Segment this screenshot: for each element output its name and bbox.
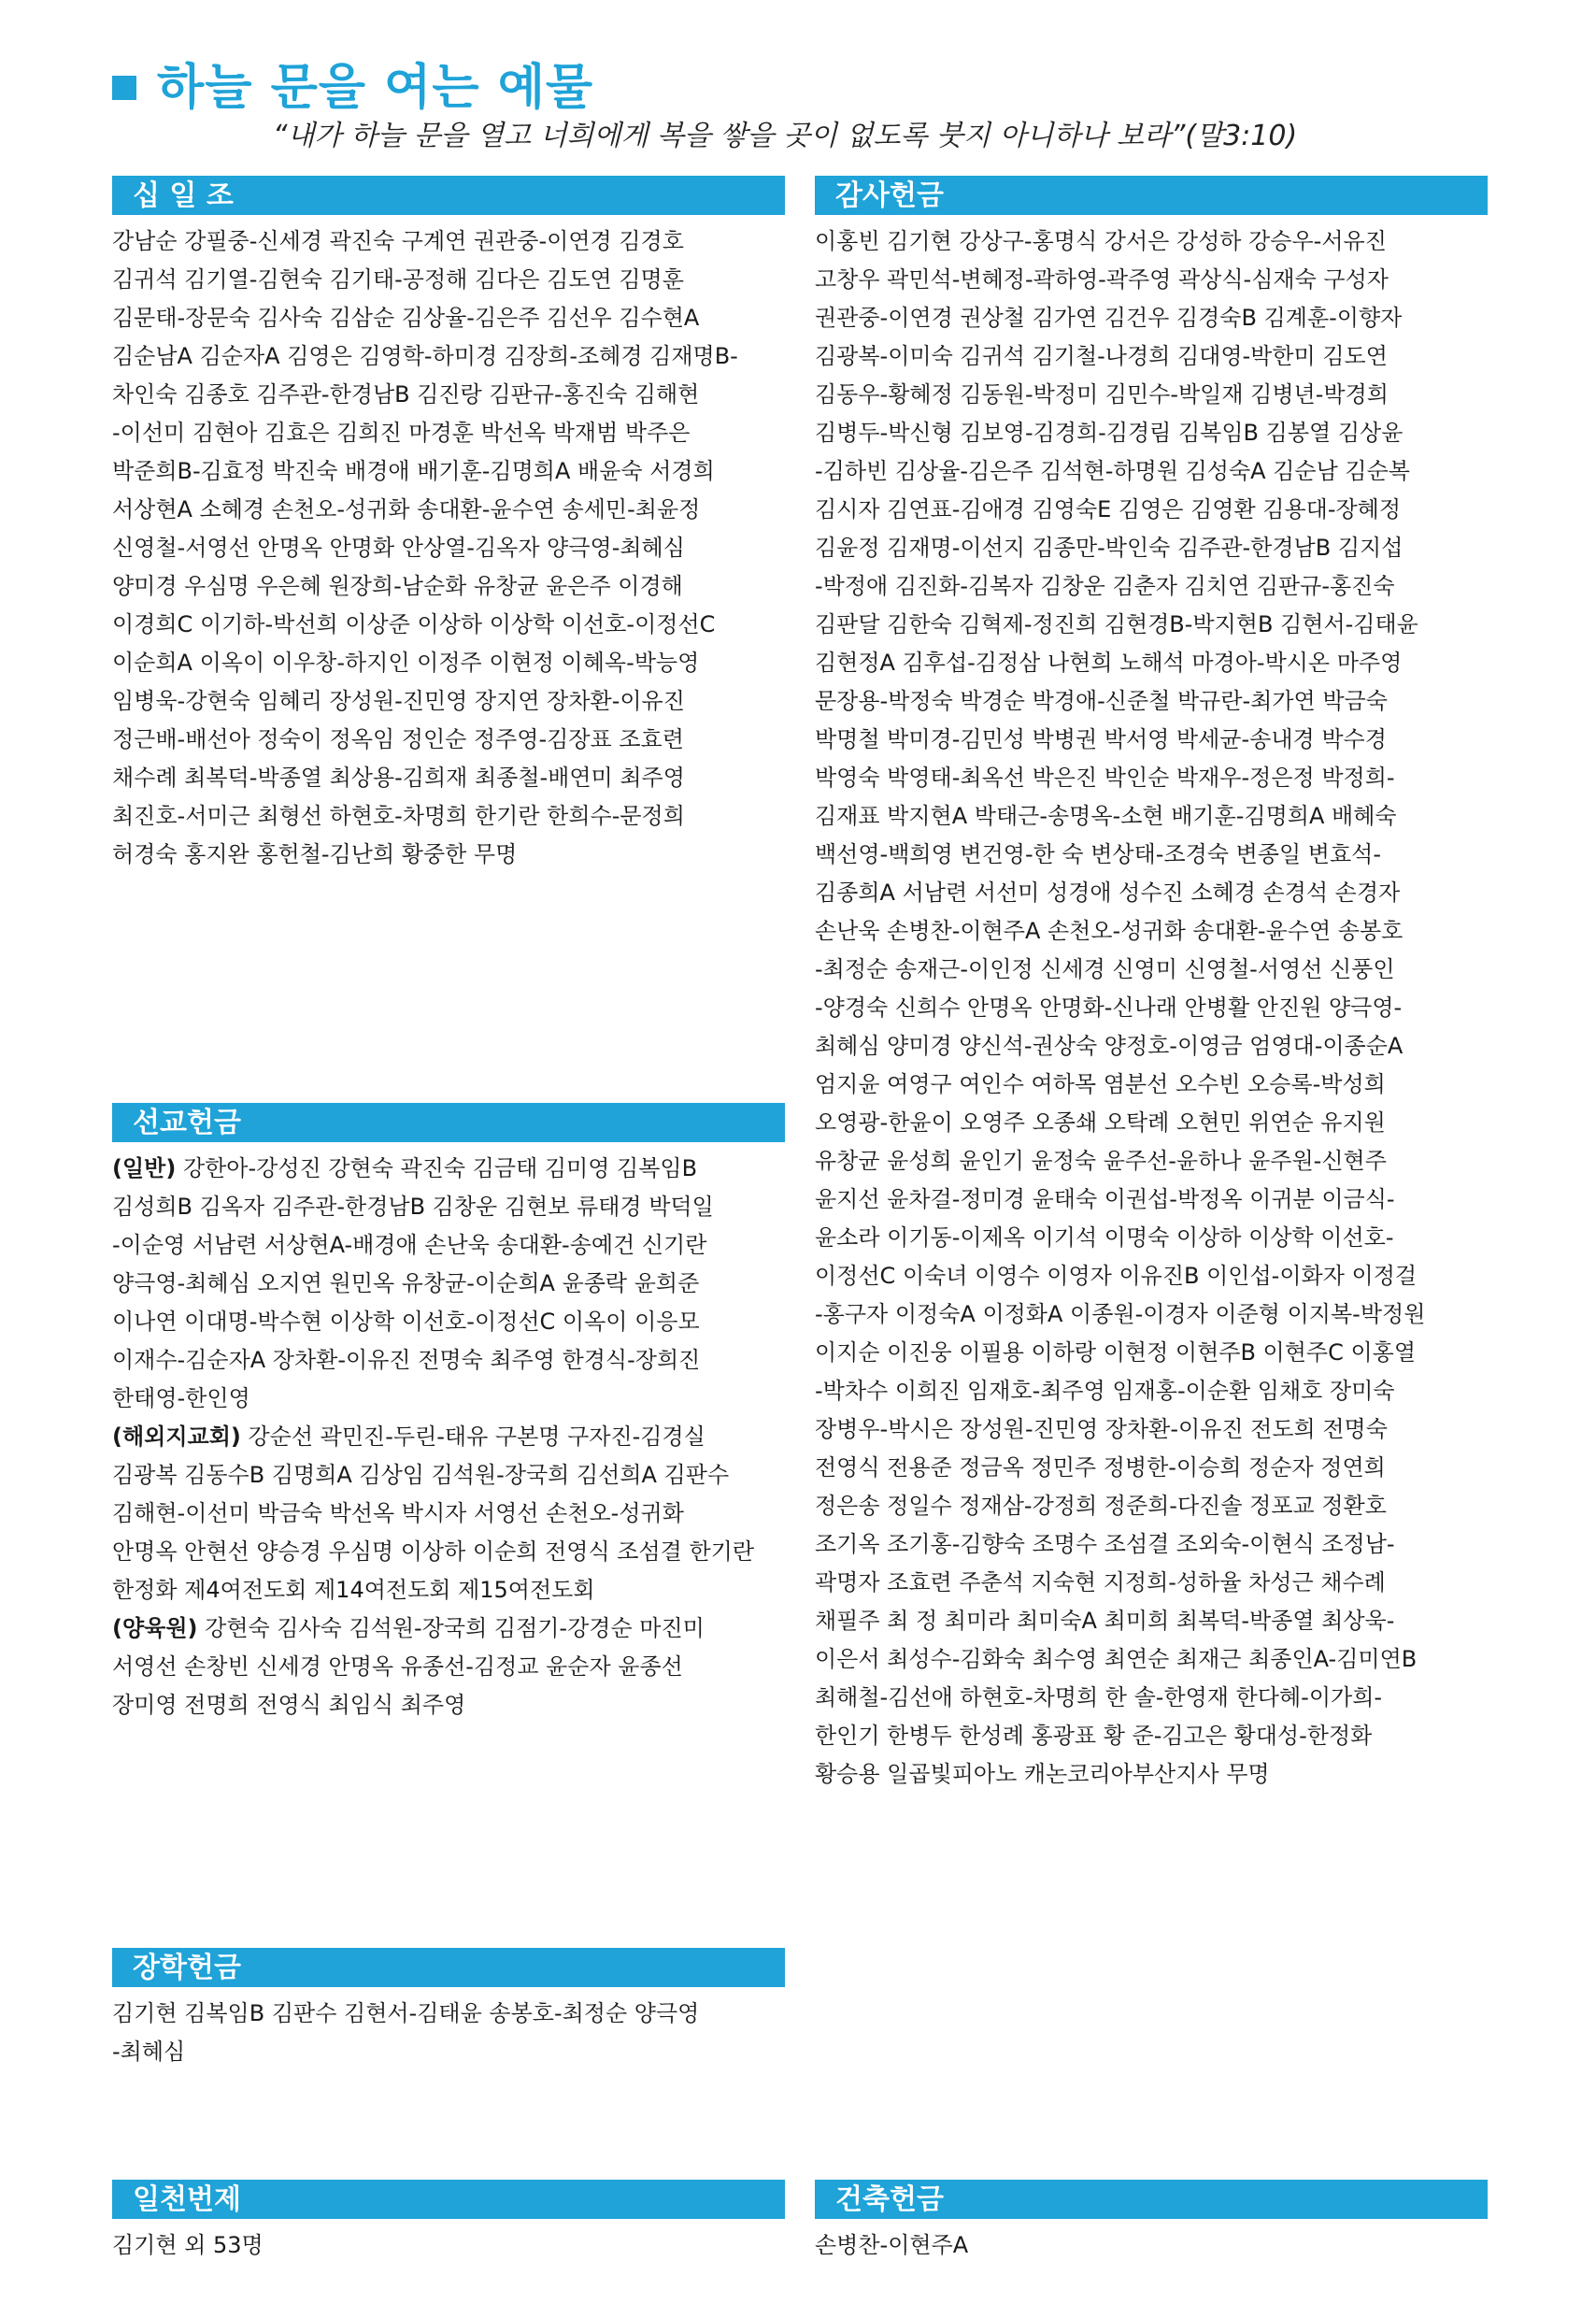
section-body [112,1150,785,1724]
donor-line: 황승용 일곱빛피아노 캐논코리아부산지사 무명 [815,1761,1270,1787]
donor-line: 김해현-이선미 박금숙 박선옥 박시자 서영선 손천오-성귀화 [112,1500,684,1526]
section-scholarship [112,1948,785,2071]
donor-line: 김현정A 김후섭-김정삼 나현희 노해석 마경아-박시온 마주영 [815,650,1403,676]
donor-line: 유창균 윤성희 윤인기 윤정숙 윤주선-윤하나 윤주원-신현주 [815,1148,1387,1174]
donor-line: 김기현 외 53명 [112,2232,264,2258]
donor-line: 권관중-이연경 권상철 김가연 김건우 김경숙B 김계훈-이향자 [815,305,1403,331]
donor-line [112,1610,785,1648]
section-heading: 건축헌금 [815,2180,1488,2221]
donor-line: 박준희B-김효정 박진숙 배경애 배기훈-김명희A 배윤숙 서경희 [112,458,715,484]
section-body [112,2226,785,2265]
donor-line: 이은서 최성수-김화숙 최수영 최연순 최재근 최종인A-김미연B [815,1646,1418,1672]
donor-line: 최해철-김선애 하현호-차명희 한 솔-한영재 한다혜-이가희- [815,1684,1383,1710]
donor-line: 채필주 최 정 최미라 최미숙A 최미희 최복덕-박종열 최상욱- [815,1608,1395,1634]
donor-line: 서영선 손창빈 신세경 안명옥 유종선-김정교 윤순자 윤종선 [112,1653,683,1680]
donor-line: 윤지선 윤차걸-정미경 윤태숙 이권섭-박정옥 이귀분 이금식- [815,1186,1395,1212]
donor-names: 강순선 곽민진-두린-태유 구본명 구자진-김경실 [240,1424,705,1450]
donor-line: 김판달 김한숙 김혁제-정진희 김현경B-박지현B 김현서-김태윤 [815,611,1418,637]
donor-line: 서상현A 소혜경 손천오-성귀화 송대환-윤수연 송세민-최윤정 [112,496,701,522]
donor-line: 최혜심 양미경 양신석-권상숙 양정호-이영금 엄영대-이종순A [815,1033,1404,1059]
section-thanks [815,176,1488,1794]
section-heading: 일천번제 [112,2180,785,2221]
donor-line: 김재표 박지현A 박태근-송명옥-소현 배기훈-김명희A 배혜숙 [815,803,1397,829]
donor-line: -최혜심 [112,2039,186,2065]
donor-line: 양미경 우심명 우은혜 원장희-남순화 유창균 윤은주 이경해 [112,573,683,599]
donor-line: 장병우-박시은 장성원-진민영 장차환-이유진 전도희 전명숙 [815,1416,1388,1442]
donor-line: 이재수-김순자A 장차환-이유진 전명숙 최주영 한경식-장희진 [112,1347,701,1373]
donor-line: 박영숙 박영태-최옥선 박은진 박인순 박재우-정은정 박정희- [815,765,1395,791]
donor-line: 김윤정 김재명-이선지 김종만-박인숙 김주관-한경남B 김지섭 [815,535,1404,561]
donor-line: 허경숙 홍지완 홍헌철-김난희 황중한 무명 [112,841,518,867]
category-label: (해외지교회) [112,1424,241,1450]
section-heading: 장학헌금 [112,1948,785,1989]
donor-line: 엄지윤 여영구 여인수 여하목 염분선 오수빈 오승록-박성희 [815,1071,1386,1097]
donor-line: 한인기 한병두 한성례 홍광표 황 준-김고은 황대성-한정화 [815,1723,1373,1749]
donor-line: -이순영 서남련 서상현A-배경애 손난욱 송대환-송예건 신기란 [112,1232,707,1258]
donor-line: 정은송 정일수 정재삼-강정희 정준희-다진솔 정포교 정환호 [815,1493,1387,1519]
donor-line: 조기옥 조기홍-김향숙 조명수 조섬결 조외숙-이현식 조정남- [815,1531,1395,1557]
donor-line: 김기현 김복임B 김판수 김현서-김태윤 송봉호-최정순 양극영 [112,2000,700,2026]
donor-line: 전영식 전용준 정금옥 정민주 정병한-이승희 정순자 정연희 [815,1454,1386,1481]
donor-line: 고창우 곽민석-변혜정-곽하영-곽주영 곽상식-심재숙 구성자 [815,266,1389,293]
donor-line: 한정화 제4여전도회 제14여전도회 제15여전도회 [112,1577,595,1603]
donor-line: 최진호-서미근 최형선 하현호-차명희 한기란 한희수-문정희 [112,803,685,829]
category-label: (일반) [112,1155,177,1181]
section-ilcheon [112,2180,785,2265]
donor-line [112,1150,785,1188]
donor-line: 임병욱-강현숙 임혜리 장성원-진민영 장지연 장차환-이유진 [112,688,685,714]
donor-line: 이정선C 이숙녀 이영수 이영자 이유진B 이인섭-이화자 이정걸 [815,1263,1418,1289]
donor-line: 곽명자 조효련 주춘석 지숙현 지정희-성하율 차성근 채수례 [815,1569,1386,1595]
donor-line: 백선영-백희영 변건영-한 숙 변상태-조경숙 변종일 변효석- [815,841,1382,867]
donor-line: 채수례 최복덕-박종열 최상용-김희재 최종철-배연미 최주영 [112,765,685,791]
donor-line: 이홍빈 김기현 강상구-홍명식 강서은 강성하 강승우-서유진 [815,228,1387,254]
donor-line: 박명철 박미경-김민성 박병권 박서영 박세균-송내경 박수경 [815,726,1387,752]
page-header [112,58,1495,118]
donor-line: -최정순 송재근-이인정 신세경 신영미 신영철-서영선 신풍인 [815,956,1395,982]
donor-line: 이순희A 이옥이 이우창-하지인 이정주 이현정 이혜옥-박능영 [112,650,700,676]
donor-line: -박차수 이희진 임재호-최주영 임재홍-이순환 임채호 장미숙 [815,1378,1395,1404]
section-building [815,2180,1488,2265]
donor-line: 안명옥 안현선 양승경 우심명 이상하 이순희 전영식 조섬결 한기란 [112,1538,754,1565]
section-body [815,222,1488,1794]
donor-line: 손병찬-이현주A [815,2232,969,2258]
section-mission [112,1103,785,1724]
section-heading: 감사헌금 [815,176,1488,217]
donor-line: 김귀석 김기열-김현숙 김기태-공정해 김다은 김도연 김명훈 [112,266,684,293]
donor-line: 윤소라 이기동-이제옥 이기석 이명숙 이상하 이상학 이선호- [815,1224,1394,1251]
section-tithe [112,176,785,874]
donor-line: 손난욱 손병찬-이현주A 손천오-성귀화 송대환-윤수연 송봉호 [815,918,1404,944]
donor-names: 강현숙 김사숙 김석원-장국희 김점기-강경순 마진미 [197,1615,705,1641]
donor-line: -이선미 김현아 김효은 김희진 마경훈 박선옥 박재범 박주은 [112,420,691,446]
donor-line: 이경희C 이기하-박선희 이상준 이상하 이상학 이선호-이정선C [112,611,716,637]
donor-line: 문장용-박정숙 박경순 박경애-신준철 박규란-최가연 박금숙 [815,688,1388,714]
donor-line: 김광복-이미숙 김귀석 김기철-나경희 김대영-박한미 김도연 [815,343,1388,369]
donor-line: 장미영 전명희 전영식 최임식 최주영 [112,1692,466,1718]
donor-line: -김하빈 김상율-김은주 김석현-하명원 김성숙A 김순남 김순복 [815,458,1410,484]
donor-line: 김종희A 서남련 서선미 성경애 성수진 소혜경 손경석 손경자 [815,880,1401,906]
donor-line: 김시자 김연표-김애경 김영숙E 김영은 김영환 김용대-장혜정 [815,496,1402,522]
section-body [815,2226,1488,2265]
donor-line: 김병두-박신형 김보영-김경희-김경림 김복임B 김봉열 김상윤 [815,420,1404,446]
donor-line: 김광복 김동수B 김명희A 김상임 김석원-장국희 김선희A 김판수 [112,1462,730,1488]
donor-line: 양극영-최혜심 오지연 원민옥 유창균-이순희A 윤종락 윤희준 [112,1270,700,1296]
page-title: 하늘 문을 여는 예물 [157,60,594,116]
square-bullet-icon [112,76,136,100]
donor-line: -양경숙 신희수 안명옥 안명화-신나래 안병활 안진원 양극영- [815,994,1403,1021]
donor-line: 김성희B 김옥자 김주관-한경남B 김창운 김현보 류태경 박덕일 [112,1194,714,1220]
donor-line: 정근배-배선아 정숙이 정옥임 정인순 정주영-김장표 조효련 [112,726,684,752]
donor-line: 한태영-한인영 [112,1385,250,1411]
category-label: (양육원) [112,1615,198,1641]
title-row [112,58,1495,118]
donor-line: -박정애 김진화-김복자 김창운 김춘자 김치연 김판규-홍진숙 [815,573,1395,599]
donor-line: 오영광-한윤이 오영주 오종쇄 오탁례 오현민 위연순 유지원 [815,1109,1386,1136]
donor-line: 신영철-서영선 안명옥 안명화 안상열-김옥자 양극영-최혜심 [112,535,685,561]
section-body [112,1995,785,2071]
donor-line [112,1418,785,1456]
donor-line: 김문태-장문숙 김사숙 김삼순 김상율-김은주 김선우 김수현A [112,305,700,331]
section-heading: 십 일 조 [112,176,785,217]
donor-line: 김순남A 김순자A 김영은 김영학-하미경 김장희-조혜경 김재명B- [112,343,738,369]
donor-line: 이나연 이대명-박수현 이상학 이선호-이정선C 이옥이 이응모 [112,1309,700,1335]
bible-verse: “내가 하늘 문을 열고 너희에게 복을 쌓을 곳이 없도록 붓지 아니하나 보라”(말3:10) [273,120,1298,152]
section-body [112,222,785,874]
donor-line: 김동우-황혜정 김동원-박정미 김민수-박일재 김병년-박경희 [815,381,1389,408]
donor-line: 차인숙 김종호 김주관-한경남B 김진랑 김판규-홍진숙 김해현 [112,381,700,408]
donor-line: -홍구자 이정숙A 이정화A 이종원-이경자 이준형 이지복-박정원 [815,1301,1426,1327]
donor-line: 강남순 강필중-신세경 곽진숙 구계연 권관중-이연경 김경호 [112,228,684,254]
donor-line: 이지순 이진웅 이필용 이하랑 이현정 이현주B 이현주C 이홍열 [815,1339,1417,1366]
donor-names: 강한아-강성진 강현숙 곽진숙 김금태 김미영 김복임B [176,1155,698,1181]
section-heading: 선교헌금 [112,1103,785,1144]
